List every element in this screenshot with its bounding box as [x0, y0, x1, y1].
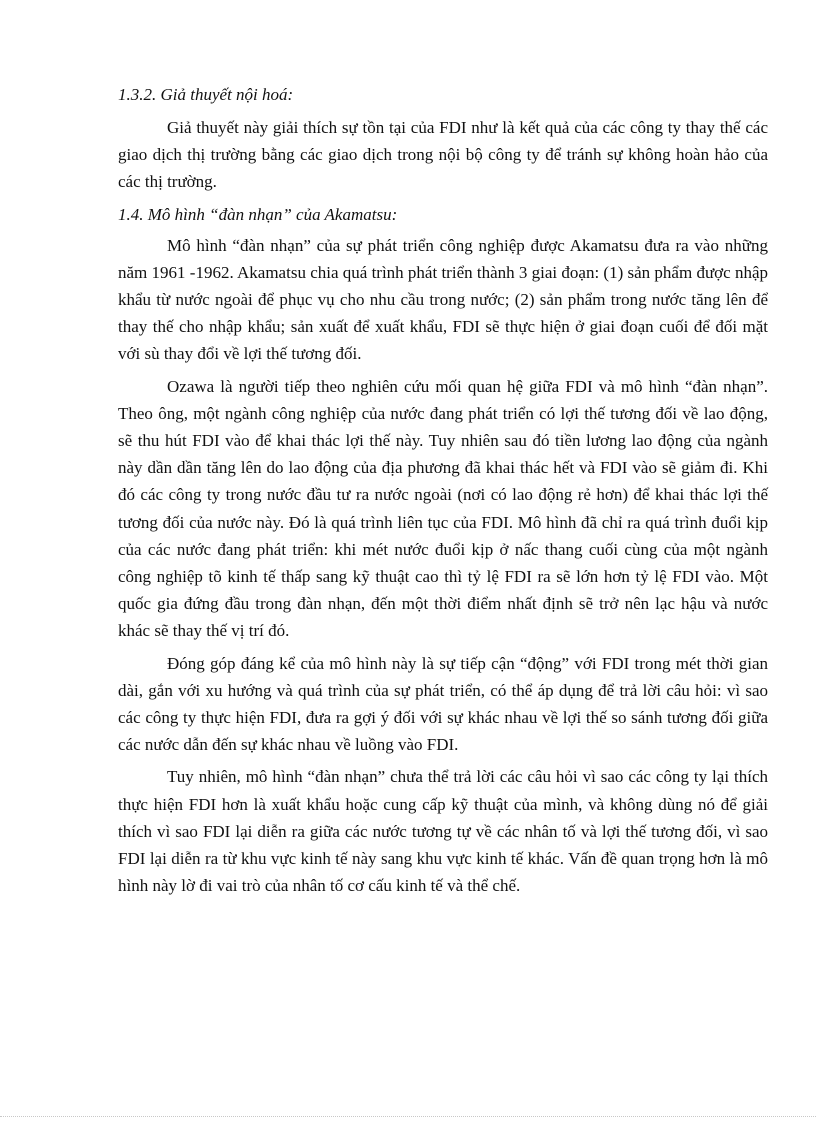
paragraph-contribution: Đóng góp đáng kể của mô hình này là sự tiếp cận “động” với FDI trong mét thời gian dài, gắn với xu hướng và quá trình của sự phát triển, có thể áp dụng để trả lời câu hỏi: vì sao các công ty thực hiện FDI, đưa ra gợi ý đối với sự khác nhau về lợi thế so sánh tương đối giữa các nước dẫn đến sự khác nhau về luồng vào FDI. [118, 653, 768, 755]
section-heading-1-3-2: 1.3.2. Giả thuyết nội hoá: [118, 85, 294, 104]
paragraph-limitations: Tuy nhiên, mô hình “đàn nhạn” chưa thể trả lời các câu hỏi vì sao các công ty lại thích thực hiện FDI hơn là xuất khẩu hoặc cung cấp kỹ thuật của mình, và không dùng nó để giải thích vì sao FDI lại diễn ra giữa các nước tương tự về các nhân tố và lợi thế tương đối, vì sao FDI lại diễn ra từ khu vực kinh tế này sang khu vực kinh tế khác. Vấn đề quan trọng hơn là mô hình này lờ đi vai trò của nhân tố cơ cấu kinh tế và thể chế. [118, 767, 768, 896]
paragraph-internalization-hypothesis: Giả thuyết này giải thích sự tồn tại của FDI như là kết quả của các công ty thay thế các giao dịch thị trường bằng các giao dịch trong nội bộ công ty để tránh sự không hoàn hảo của các thị trường. [118, 118, 768, 192]
paragraph-ozawa: Ozawa là người tiếp theo nghiên cứu mối quan hệ giữa FDI và mô hình “đàn nhạn”. Theo ông, một ngành công nghiệp của nước đang phát triển có lợi thế tương đối về lao động, sẽ thu hút FDI vào để khai thác lợi thế này. Tuy nhiên sau đó tiền lương lao động của ngành này dần dần tăng lên do lao động của địa phương đã khai thác hết và FDI vào sẽ giảm đi. Khi đó các công ty trong nước đầu tư ra nước ngoài (nơi có lao động rẻ hơn) để khai thác lợi thế tương đối của nước này. Đó là quá trình liên tục của FDI. Mô hình đã chỉ ra quá trình đuổi kịp của các nước đang phát triển: khi mét nước đuổi kịp ở nấc thang cuối cùng của một ngành công nghiệp tõ kinh tế thấp sang kỹ thuật cao thì tỷ lệ FDI ra sẽ lớn hơn tỷ lệ FDI vào. Một quốc gia đứng đầu trong đàn nhạn, đến một thời điểm nhất định sẽ trở nên lạc hậu và nước khác sẽ thay thế vị trí đó. [118, 376, 768, 641]
paragraph-akamatsu-stages: Mô hình “đàn nhạn” của sự phát triển công nghiệp được Akamatsu đưa ra vào những năm 1961 -1962. Akamatsu chia quá trình phát triển thành 3 giai đoạn: (1) sản phẩm được nhập khẩu từ nước ngoài để phục vụ cho nhu cầu trong nước; (2) sản phẩm trong nước tăng lên để thay thế cho nhập khẩu; sản xuất để xuất khẩu, FDI sẽ thực hiện ở giai đoạn cuối để đối mặt với sù thay đổi về lợi thế tương đối. [118, 235, 768, 364]
page-content [118, 82, 768, 904]
section-heading-1-4: 1.4. Mô hình “đàn nhạn” của Akamatsu: [118, 204, 398, 224]
page-bottom-divider [0, 1116, 816, 1117]
